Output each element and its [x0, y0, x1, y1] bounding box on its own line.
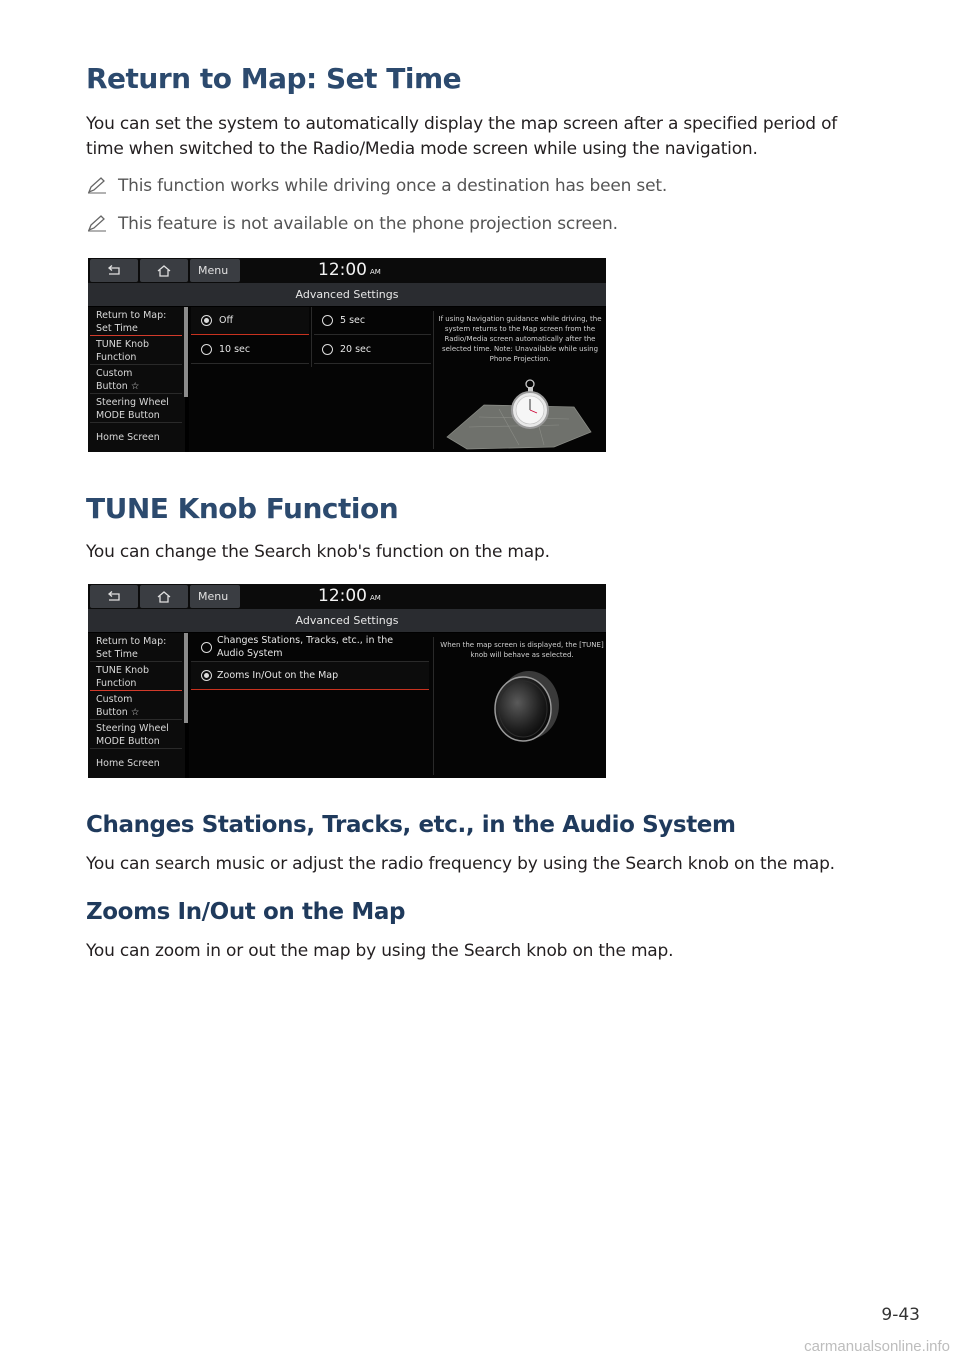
note-2: [86, 214, 618, 234]
option-off[interactable]: [191, 307, 309, 335]
menu-button[interactable]: Menu: [190, 259, 240, 282]
option-label: 20 sec: [340, 344, 372, 355]
screenshot-return-to-map: [88, 258, 606, 452]
radio-icon: [201, 642, 212, 653]
clock: [318, 260, 381, 280]
option-zooms-in-out[interactable]: [191, 662, 429, 690]
home-button[interactable]: [140, 259, 188, 282]
home-icon: [157, 591, 171, 603]
subsection-body-zooms: You can zoom in or out the map by using the Search knob on the map.: [86, 941, 674, 961]
settings-sidebar: [88, 633, 185, 778]
top-bar: [88, 584, 606, 609]
back-icon: [106, 591, 122, 603]
option-changes-stations[interactable]: [191, 633, 429, 662]
page-number: 9-43: [881, 1305, 920, 1325]
scrollbar[interactable]: [184, 633, 188, 723]
sidebar-item-home-screen[interactable]: Home Screen: [96, 758, 160, 769]
option-label: Changes Stations, Tracks, etc., in the Audio System: [217, 635, 394, 659]
clock-ampm: AM: [370, 594, 381, 602]
screen-title: Advanced Settings: [88, 609, 606, 632]
home-icon: [157, 265, 171, 277]
option-label: 5 sec: [340, 315, 366, 326]
back-button[interactable]: [90, 259, 138, 282]
sidebar-item-steering-wheel[interactable]: Steering Wheel MODE Button: [90, 721, 182, 749]
sidebar-item-return-to-map[interactable]: Return to Map: Set Time: [90, 308, 182, 336]
option-5-sec[interactable]: [314, 307, 431, 335]
sidebar-item-tune-knob[interactable]: TUNE Knob Function: [90, 663, 182, 691]
options-panel: [189, 307, 606, 452]
back-button[interactable]: [90, 585, 138, 608]
sidebar-item-home-screen[interactable]: Home Screen: [96, 432, 160, 443]
radio-icon: [322, 315, 333, 326]
home-button[interactable]: [140, 585, 188, 608]
sidebar-item-custom-button[interactable]: Custom Button ☆: [90, 366, 182, 394]
sidebar-item-return-to-map[interactable]: Return to Map: Set Time: [90, 634, 182, 662]
sidebar-item-custom-button[interactable]: Custom Button ☆: [90, 692, 182, 720]
radio-icon: [322, 344, 333, 355]
sidebar-item-tune-knob[interactable]: TUNE Knob Function: [90, 337, 182, 365]
section-body-tune-knob: You can change the Search knob's function on the map.: [86, 542, 550, 562]
divider: [433, 311, 434, 449]
option-10-sec[interactable]: [191, 336, 309, 364]
option-label: Zooms In/Out on the Map: [217, 670, 339, 681]
options-panel: [189, 633, 606, 778]
menu-button[interactable]: Menu: [190, 585, 240, 608]
subsection-body-changes-stations: You can search music or adjust the radio frequency by using the Search knob on the map.: [86, 854, 835, 874]
option-label: Off: [219, 315, 234, 326]
pencil-note-icon: [86, 214, 108, 232]
radio-icon: [201, 344, 212, 355]
subsection-title-zooms: Zooms In/Out on the Map: [86, 899, 406, 925]
section-title-return-to-map: Return to Map: Set Time: [86, 62, 462, 95]
divider: [433, 637, 434, 775]
info-text: When the map screen is displayed, the [TUNE] knob will behave as selected.: [440, 641, 604, 659]
pencil-note-icon: [86, 176, 108, 194]
sidebar-item-steering-wheel[interactable]: Steering Wheel MODE Button: [90, 395, 182, 423]
settings-sidebar: [88, 307, 185, 452]
screenshot-tune-knob: [88, 584, 606, 778]
knob-icon: [479, 667, 569, 747]
back-icon: [106, 265, 122, 277]
clock: [318, 586, 381, 606]
option-20-sec[interactable]: [314, 336, 431, 364]
note-1: [86, 176, 667, 196]
note-text: This function works while driving once a destination has been set.: [118, 176, 668, 196]
option-label: 10 sec: [219, 344, 251, 355]
watermark: carmanualsonline.info: [804, 1338, 950, 1355]
clock-time: 12:00: [318, 586, 367, 606]
section-body-return-to-map: You can set the system to automatically display the map screen after a specified period of time when switched to the Radio/Media mode screen while using the navigation.: [86, 114, 838, 159]
info-text: If using Navigation guidance while driving, the system returns to the Map screen from the Radio/Media screen automatically after the selected time. Note: Unavailable while using Phone Projection.: [438, 315, 602, 363]
section-title-tune-knob: TUNE Knob Function: [86, 492, 399, 525]
subsection-title-changes-stations: Changes Stations, Tracks, etc., in the Audio System: [86, 812, 736, 838]
stopwatch-icon: [439, 377, 605, 452]
screen-title: Advanced Settings: [88, 283, 606, 306]
top-bar: [88, 258, 606, 283]
divider: [311, 307, 312, 367]
radio-selected-icon: [201, 670, 212, 681]
radio-selected-icon: [201, 315, 212, 326]
clock-ampm: AM: [370, 268, 381, 276]
clock-time: 12:00: [318, 260, 367, 280]
note-text: This feature is not available on the phone projection screen.: [118, 214, 618, 234]
scrollbar[interactable]: [184, 307, 188, 397]
